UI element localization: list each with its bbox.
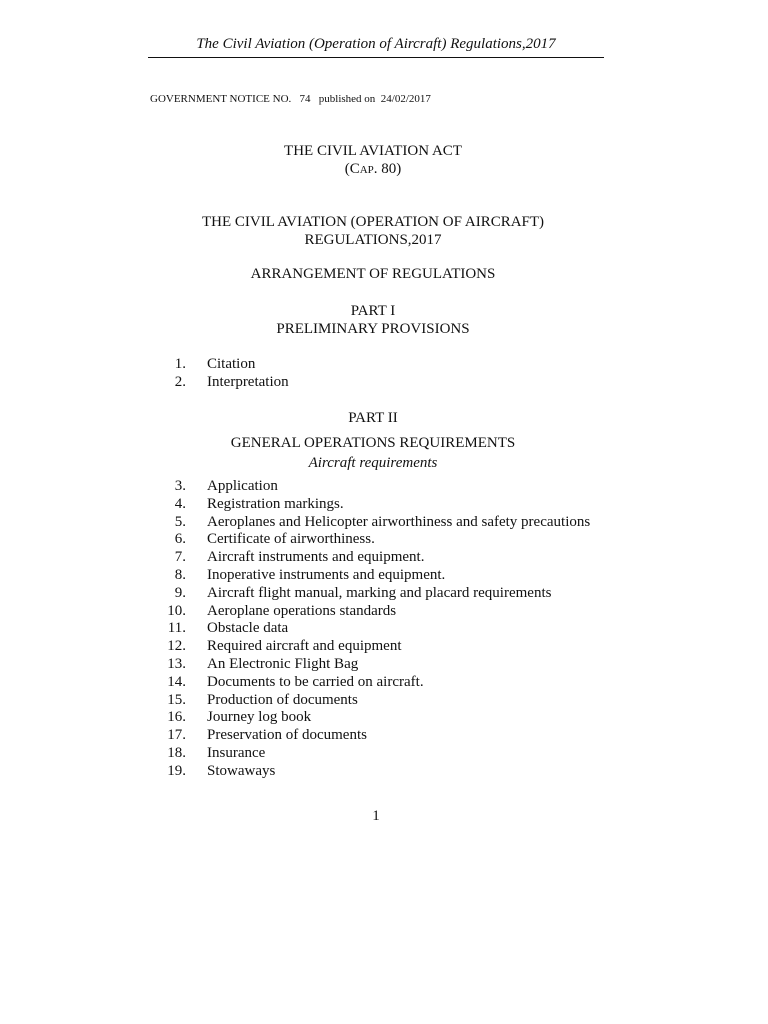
- list-item: [0, 603, 768, 621]
- item-number: 15.: [167, 691, 186, 708]
- government-notice: [150, 93, 431, 105]
- item-number: 1.: [174, 356, 186, 372]
- item-number: 17.: [167, 727, 186, 744]
- item-title: Journey log book: [207, 709, 312, 726]
- list-item: [0, 567, 768, 585]
- part1-regulation-list: [0, 356, 768, 392]
- item-number: 9.: [174, 584, 186, 601]
- list-item: [0, 763, 768, 781]
- list-item: [0, 709, 768, 727]
- part1-heading: PART I: [350, 303, 396, 319]
- list-item: [0, 478, 768, 496]
- item-number: 19.: [167, 762, 186, 779]
- list-item: [0, 531, 768, 549]
- cap-rest: . 80): [373, 161, 402, 177]
- item-title: Inoperative instruments and equipment.: [207, 566, 446, 583]
- item-title: Interpretation: [207, 373, 289, 390]
- list-item: [0, 727, 768, 745]
- item-number: 5.: [174, 513, 186, 530]
- regulations-title-line1: THE CIVIL AVIATION (OPERATION OF AIRCRAFT): [201, 214, 545, 230]
- item-title: Certificate of airworthiness.: [207, 531, 375, 548]
- item-title: Application: [207, 478, 278, 494]
- list-item: [0, 674, 768, 692]
- item-number: 8.: [174, 566, 186, 583]
- list-item: [0, 620, 768, 638]
- header-rule: [148, 57, 604, 58]
- item-number: 7.: [174, 549, 186, 566]
- item-title: Production of documents: [207, 691, 358, 708]
- list-item: [0, 585, 768, 603]
- item-number: 11.: [167, 620, 186, 637]
- list-item: [0, 549, 768, 567]
- list-item: [0, 638, 768, 656]
- item-number: 2.: [174, 373, 186, 390]
- part2-section-heading: Aircraft requirements: [308, 455, 438, 471]
- item-number: 18.: [167, 744, 186, 761]
- list-item: [0, 692, 768, 710]
- part2-heading: PART II: [348, 410, 398, 426]
- notice-published-label: published on: [318, 93, 376, 105]
- regulations-title-line2: REGULATIONS,2017: [304, 232, 442, 248]
- list-item: [0, 656, 768, 674]
- item-title: Citation: [207, 356, 256, 372]
- item-number: 10.: [167, 602, 186, 619]
- act-cap: [148, 161, 598, 178]
- item-number: 6.: [174, 531, 186, 548]
- item-title: Aeroplanes and Helicopter airworthiness and safety precautions: [207, 513, 591, 530]
- list-item: [0, 745, 768, 763]
- item-title: Obstacle data: [207, 620, 289, 637]
- cap-open: (: [344, 161, 350, 177]
- act-title: THE CIVIL AVIATION ACT: [284, 143, 462, 159]
- item-number: 4.: [174, 495, 186, 512]
- part2-subheading: GENERAL OPERATIONS REQUIREMENTS: [230, 435, 516, 451]
- item-title: Preservation of documents: [207, 727, 367, 744]
- item-number: 3.: [174, 478, 186, 494]
- item-number: 12.: [167, 638, 186, 655]
- item-title: Stowaways: [207, 762, 276, 779]
- notice-date: 24/02/2017: [380, 93, 431, 105]
- item-title: Aircraft flight manual, marking and placard requirements: [207, 584, 552, 601]
- arrangement-heading: ARRANGEMENT OF REGULATIONS: [250, 266, 496, 282]
- running-head: The Civil Aviation (Operation of Aircraft) Regulations,2017: [196, 36, 556, 52]
- cap-label: Cap: [349, 161, 374, 177]
- item-title: Required aircraft and equipment: [207, 638, 402, 655]
- list-item: [0, 496, 768, 514]
- part2-regulation-list: [0, 478, 768, 781]
- item-title: Insurance: [207, 744, 266, 761]
- notice-label: GOVERNMENT NOTICE NO.: [150, 93, 292, 105]
- item-number: 16.: [167, 709, 186, 726]
- list-item: [0, 374, 768, 392]
- item-title: Documents to be carried on aircraft.: [207, 673, 424, 690]
- item-title: An Electronic Flight Bag: [207, 655, 359, 672]
- part1-subheading: PRELIMINARY PROVISIONS: [276, 321, 470, 337]
- item-number: 13.: [167, 655, 186, 672]
- list-item: [0, 514, 768, 532]
- item-number: 14.: [167, 673, 186, 690]
- notice-number: 74: [299, 93, 311, 105]
- item-title: Registration markings.: [207, 495, 344, 512]
- item-title: Aeroplane operations standards: [207, 602, 397, 619]
- item-title: Aircraft instruments and equipment.: [207, 549, 425, 566]
- list-item: [0, 356, 768, 374]
- page-number: 1: [372, 808, 380, 824]
